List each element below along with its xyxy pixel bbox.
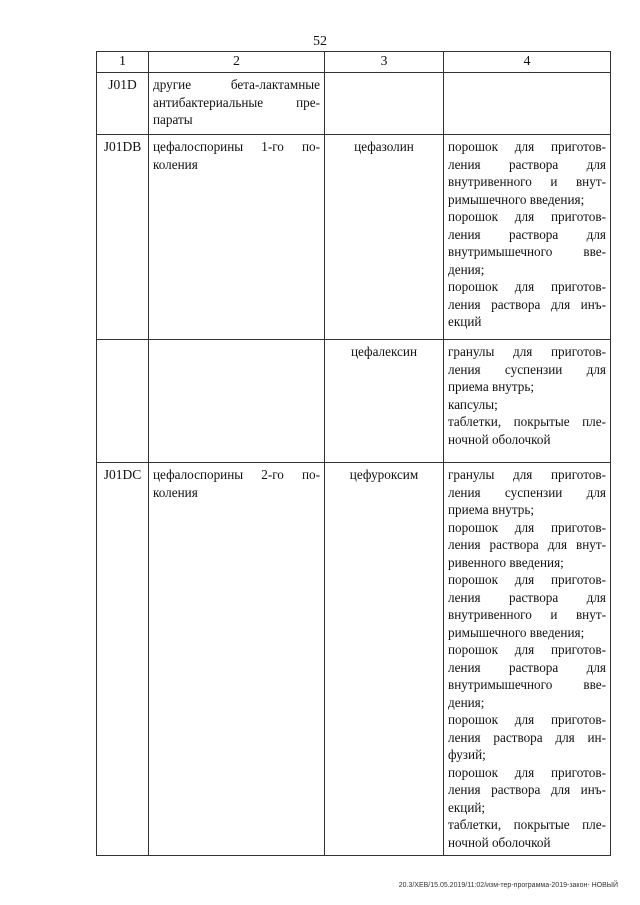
drug-name-cell: цефуроксим	[325, 463, 444, 856]
dosage-form-line: ночной оболочкой	[448, 834, 551, 850]
dosage-form-line: фузий;	[448, 747, 486, 762]
atc-code-cell: J01DC	[97, 463, 149, 856]
atc-code-cell: J01D	[97, 73, 149, 135]
document-footer: 20.3/ХЕВ/15.05.2019/11:02/изм-тер-программа-2019-закон- НОВЫЙ	[398, 882, 618, 889]
dosage-form-line: порошок для приготов-	[448, 764, 606, 780]
dosage-form-line: порошок для приготов-	[448, 572, 606, 587]
dosage-form-line: ления суспензии для	[448, 484, 606, 500]
dosage-form-line: ления раствора для	[448, 659, 606, 675]
dosage-form-line: таблетки, покрытые пле-	[448, 817, 606, 832]
drug-table	[96, 51, 611, 856]
dosage-form-line: внутримышечного вве-	[448, 244, 606, 259]
dosage-form-line: екций;	[448, 799, 486, 815]
dosage-form-line: приема внутрь;	[448, 379, 535, 394]
column-header-3: 3	[325, 52, 444, 73]
group-name-line: другие бета-лактамные	[153, 77, 320, 92]
dosage-form-line: ления раствора для инъ-	[448, 782, 606, 797]
atc-code-cell	[97, 340, 149, 463]
dosage-form-line: внутривенного и внут-	[448, 174, 606, 189]
column-header-4: 4	[444, 52, 611, 73]
dosage-form-line: ночной оболочкой	[448, 431, 551, 447]
atc-code-cell: J01DB	[97, 135, 149, 340]
column-header-1: 1	[97, 52, 149, 73]
group-name-line: коления	[153, 156, 198, 172]
dosage-form-line: внутримышечного вве-	[448, 677, 606, 692]
page-number: 52	[313, 34, 327, 49]
dosage-forms-cell	[444, 135, 611, 340]
table-body	[97, 52, 611, 856]
drug-name-cell: цефазолин	[325, 135, 444, 340]
dosage-forms-cell	[444, 73, 611, 135]
group-name-line: антибактериальные пре-	[153, 94, 320, 110]
dosage-form-line: ривенного введения;	[448, 554, 564, 570]
column-header-2: 2	[149, 52, 325, 73]
table-header-row	[97, 52, 611, 73]
dosage-form-line: гранулы для приготов-	[448, 467, 606, 482]
dosage-form-line: ления раствора для	[448, 589, 606, 605]
group-name-cell	[149, 463, 325, 856]
dosage-form-line: римышечного введения;	[448, 191, 585, 207]
dosage-form-line: порошок для приготов-	[448, 279, 606, 294]
group-name-cell	[149, 135, 325, 340]
dosage-form-line: порошок для приготов-	[448, 712, 606, 727]
dosage-form-line: внутривенного и внут-	[448, 607, 606, 622]
group-name-cell	[149, 73, 325, 135]
dosage-form-line: екций	[448, 314, 482, 329]
table-row	[97, 340, 611, 463]
dosage-form-line: ления раствора для ин-	[448, 729, 606, 745]
dosage-form-line: ления суспензии для	[448, 361, 606, 377]
dosage-form-line: дения;	[448, 261, 485, 277]
group-name-line: параты	[153, 112, 193, 127]
dosage-forms-cell	[444, 463, 611, 856]
drug-name-cell: цефалексин	[325, 340, 444, 463]
group-name-line: цефалоспорины 2-го по-	[153, 467, 320, 482]
dosage-forms-cell	[444, 340, 611, 463]
dosage-form-line: ления раствора для внут-	[448, 537, 606, 552]
table-row	[97, 135, 611, 340]
group-name-line: коления	[153, 484, 198, 500]
dosage-form-line: порошок для приготов-	[448, 209, 606, 224]
table-row	[97, 73, 611, 135]
dosage-form-line: порошок для приготов-	[448, 642, 606, 657]
dosage-form-line: порошок для приготов-	[448, 519, 606, 535]
group-name-line: цефалоспорины 1-го по-	[153, 139, 320, 154]
dosage-form-line: дения;	[448, 694, 485, 710]
dosage-form-line: приема внутрь;	[448, 502, 535, 517]
dosage-form-line: римышечного введения;	[448, 624, 585, 640]
dosage-form-line: капсулы;	[448, 396, 498, 412]
dosage-form-line: таблетки, покрытые пле-	[448, 414, 606, 429]
table-row	[97, 463, 611, 856]
dosage-form-line: ления раствора для инъ-	[448, 296, 606, 312]
dosage-form-line: ления раствора для	[448, 226, 606, 242]
dosage-form-line: гранулы для приготов-	[448, 344, 606, 359]
drug-name-cell	[325, 73, 444, 135]
dosage-form-line: ления раствора для	[448, 156, 606, 172]
group-name-cell	[149, 340, 325, 463]
dosage-form-line: порошок для приготов-	[448, 139, 606, 154]
